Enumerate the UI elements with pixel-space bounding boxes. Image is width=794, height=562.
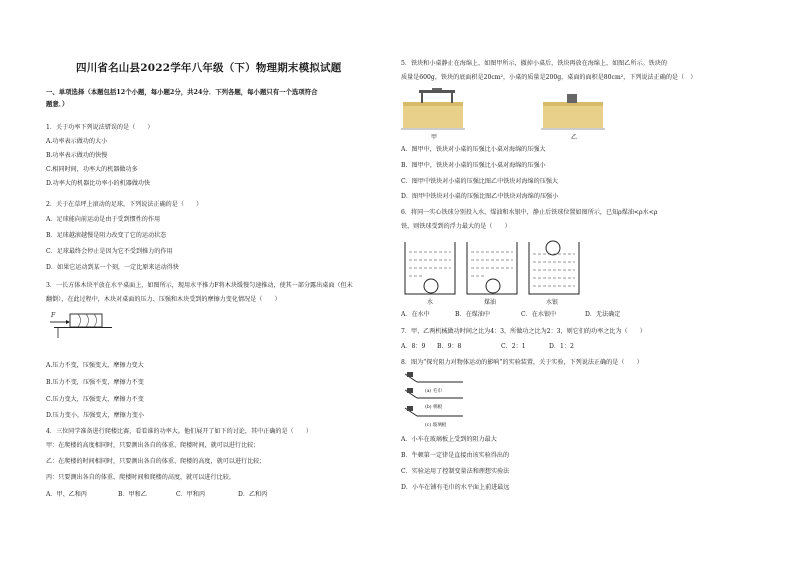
- q1-option-a: A.功率表示做功的大小: [46, 138, 108, 145]
- table-leg-a1: [421, 93, 423, 103]
- q1-option-c: C.相同时间，功率大的机器做功多: [46, 166, 138, 173]
- q6-stem: 6．将同一实心铁球分别投入水、煤油和水银中，静止后铁球位置如图所示，已知ρ煤油<ρ水<ρ: [401, 209, 658, 216]
- q5-figure: [401, 88, 641, 142]
- q8-figure: [403, 370, 473, 428]
- q3-option-a: A.压力不变，压强变大，摩擦力变大: [46, 362, 144, 369]
- iron-block-a: [432, 88, 442, 90]
- q3-option-c: C.压力变大，压强变大，摩擦力不变: [46, 396, 144, 403]
- q6-option-b: B．在煤油中: [455, 311, 490, 318]
- ramp-a: [405, 372, 463, 382]
- beaker-label-kerosene: 煤油: [484, 299, 497, 306]
- wood-block: [70, 314, 102, 327]
- q4-option-b: B．甲和乙: [118, 491, 147, 498]
- q5-option-c: C．图甲中铁块对小桌的压强比图乙中铁块对海绵的压强大: [401, 178, 559, 185]
- q6-option-c: C．在水银中: [521, 311, 557, 318]
- q2-option-d: D．如果它运动到某一个刻，一定比原来运动得快: [46, 264, 179, 271]
- q5-option-d: D．图甲中铁块对小桌的压强比图乙中铁块对海绵的压强小: [401, 193, 559, 200]
- q7-option-b: B．9：8: [437, 343, 462, 350]
- q7-stem: 7．甲、乙两机械做功时间之比为4：3，所做功之比为2：3，则它们的功率之比为（ ）: [401, 328, 646, 335]
- q6-option-d: D．无法确定: [585, 311, 621, 318]
- q4-stem: 4．三位同学准备进行爬楼比赛，看看谁的功率大。他们展开了如下的讨论，其中正确的是（ ）: [46, 428, 312, 435]
- force-arrowhead: [66, 320, 70, 324]
- q8-option-a: A．小车在玻璃板上受到的阻力最大: [401, 436, 497, 443]
- q1-stem: 1．关于功率下列说法错误的是（ ）: [46, 124, 154, 131]
- mercury-dashes: [533, 254, 575, 286]
- q7-option-d: D．1：2: [549, 343, 574, 350]
- ramp-label-towel: (a) 毛巾: [425, 389, 442, 394]
- table-top-a: [419, 90, 455, 93]
- beaker-label-water: 水: [427, 299, 434, 306]
- q7-option-c: C．2：1: [501, 343, 526, 350]
- iron-block-b: [567, 94, 577, 103]
- fig-label-yi: 乙: [571, 134, 578, 141]
- ramp-label-board: (b) 棉板: [425, 405, 443, 410]
- q1-option-d: D.功率大的机器比功率小的机器做功快: [46, 180, 151, 187]
- q2-option-a: A．足球能向前运动是由于受到惯性的作用: [46, 216, 161, 223]
- beaker-label-mercury: 水银: [546, 299, 559, 306]
- section-heading-cont: 题意．）: [46, 100, 69, 108]
- section-heading: 一、单项选择（本题包括12个小题，每小题2分，共24分．下列各题，每小题只有一个选项符合: [46, 88, 318, 96]
- q5-option-b: B．图甲中，铁块对小桌的压强比小桌对海绵的压强小: [401, 162, 546, 169]
- sponge-a-top: [403, 102, 463, 106]
- kerosene-dashes: [471, 252, 513, 276]
- q3-option-d: D.压力变小，压强变大，摩擦力变小: [46, 412, 145, 419]
- q7-option-a: A．8：9: [401, 343, 426, 350]
- q8-stem: 8．图为“探究阻力对物体运动的影响”的实验装置，关于实验，下列说法正确的是（ ）: [401, 359, 643, 366]
- q3-figure: [48, 308, 112, 338]
- q6-option-a: A．在水中: [401, 311, 430, 318]
- iron-ball-mercury: [546, 241, 560, 255]
- q2-option-c: C．足球最终会停止是因为它不受到推力的作用: [46, 248, 173, 255]
- q4-option-a: A．甲、乙和丙: [46, 491, 87, 498]
- q8-option-d: D．小车在铺有毛巾的水平面上前进最远: [401, 484, 510, 491]
- fig-label-jia: 甲: [431, 134, 438, 141]
- q2-option-b: B．足球越滚越慢是阻力改变了它的运动状态: [46, 232, 167, 239]
- water-dashes: [409, 252, 451, 276]
- q3-option-b: B.压力不变，压强不变，摩擦力不变: [46, 379, 144, 386]
- q5-stem-cont: 质量是600g，铁块的底面积是20cm²，小桌的质量是200g，桌面的面积是80cm²，下列说法正确的是（ ）: [401, 74, 697, 81]
- q3-force-label: F: [51, 312, 56, 319]
- q5-option-a: A．图甲中，铁块对小桌的压强比小桌对海绵的压强大: [401, 146, 546, 153]
- q6-stem-cont: 铁，则铁球受到的浮力最大的是（ ）: [401, 223, 511, 230]
- ramp-label-glass: (c) 玻璃板: [425, 423, 447, 428]
- table-leg-a2: [451, 93, 453, 103]
- q3-stem-cont: 翻倒），在此过程中，木块对桌面的压力、压强和木块受到的摩擦力变化情况是（ ）: [46, 296, 281, 303]
- page-title: 四川省名山县2022学年八年级（下）物理期末模拟试题: [76, 62, 342, 74]
- q6-figure: [401, 234, 581, 308]
- iron-ball-water: [424, 279, 438, 293]
- q4-item-jia: 甲：在爬楼的高度相同时，只要测出各自的体重、爬楼时间，就可以进行比较；: [46, 442, 260, 449]
- q4-option-d: D．乙和丙: [238, 491, 268, 498]
- q5-stem: 5．铁块和小桌静止在海绵上，如图甲所示，撤掉小桌后，铁块再放在海绵上，如图乙所示。铁块的: [401, 60, 667, 67]
- q3-stem: 3．一长方体木块平放在水平桌面上，如图所示，现用水平推力F将木块缓慢匀速推动，使其一部分露出桌面（但未: [46, 282, 353, 289]
- q4-option-c: C．甲和丙: [176, 491, 206, 498]
- q4-item-yi: 乙：在爬楼的时间相同时，只要测出各自的体重、爬楼的高度，就可以进行比较；: [46, 458, 266, 465]
- q2-stem: 2．关于在草坪上滚动的足球，下列说法正确的是（ ）: [46, 201, 203, 208]
- q8-option-c: C．实验运用了控制变量法和理想实验法: [401, 468, 510, 475]
- q8-option-b: B．牛顿第一定律是直接由该实验得出的: [401, 452, 510, 459]
- q4-item-bing: 丙：只要测出各自的体重、爬楼时间和爬楼的高度，就可以进行比较。: [46, 474, 235, 481]
- iron-ball-kerosene: [486, 279, 500, 293]
- q1-option-b: B.功率表示做功的快慢: [46, 152, 108, 159]
